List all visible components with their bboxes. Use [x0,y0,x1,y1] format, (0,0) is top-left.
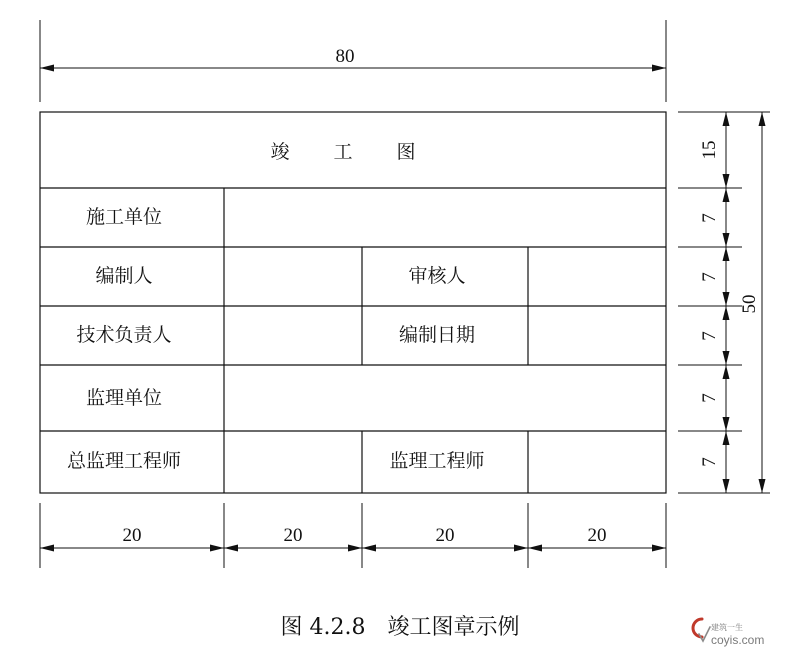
right-dimension-label-4: 7 [699,331,720,341]
title-char-3: 图 [396,141,416,163]
arrowhead-icon [723,351,730,365]
label-compile-date: 编制日期 [398,324,476,346]
watermark-line2: coyis.com [711,633,765,647]
arrowhead-icon [348,545,362,552]
arrowhead-icon [723,174,730,188]
arrowhead-icon [759,479,766,493]
arrowhead-icon [723,292,730,306]
watermark-check-icon [699,627,710,641]
right-dimension-label-2: 7 [699,213,720,223]
right-dimension-label-3: 7 [699,272,720,282]
arrowhead-icon [528,545,542,552]
arrowhead-icon [723,417,730,431]
bottom-dimensions [40,503,666,568]
right-dimension-label-5: 7 [699,393,720,403]
top-dimension-label: 80 [335,46,355,67]
arrowhead-icon [723,247,730,261]
arrowhead-icon [723,365,730,379]
bottom-dimension-label-3: 20 [435,525,455,546]
arrowhead-icon [652,545,666,552]
watermark-c-icon [693,619,702,637]
right-dimension-label-6: 7 [699,457,720,467]
top-dimension [40,20,666,102]
right-row-dimensions [678,112,770,493]
label-chief-supervising-engineer: 总监理工程师 [66,450,182,472]
arrowhead-icon [723,479,730,493]
arrowhead-icon [723,188,730,202]
label-reviewed-by: 审核人 [408,265,466,287]
watermark-logo [693,619,764,647]
label-supervision-unit: 监理单位 [85,387,163,409]
bottom-dimension-label-2: 20 [283,525,303,546]
arrowhead-icon [723,233,730,247]
label-construction-unit: 施工单位 [85,206,163,228]
right-total-dimension-label: 50 [739,294,760,314]
arrowhead-icon [514,545,528,552]
arrowhead-left-icon [40,65,54,72]
label-supervising-engineer: 监理工程师 [389,450,485,472]
watermark-line1: 建筑一生 [711,623,743,632]
label-technical-lead: 技术负责人 [76,324,172,346]
arrowhead-icon [723,112,730,126]
arrowhead-icon [224,545,238,552]
arrowhead-right-icon [652,65,666,72]
bottom-dimension-label-4: 20 [587,525,607,546]
arrowhead-icon [40,545,54,552]
stamp-table [40,112,666,493]
figure-caption: 图 4.2.8 竣工图章示例 [280,615,520,640]
title-char-1: 竣 [270,141,290,163]
arrowhead-icon [759,112,766,126]
arrowhead-icon [723,306,730,320]
arrowhead-icon [362,545,376,552]
arrowhead-icon [210,545,224,552]
arrowhead-icon [723,431,730,445]
table-outer-border [40,112,666,493]
title-char-2: 工 [333,141,353,163]
label-compiled-by: 编制人 [95,265,153,287]
bottom-dimension-label-1: 20 [122,525,142,546]
right-dimension-label-1: 15 [699,140,720,160]
